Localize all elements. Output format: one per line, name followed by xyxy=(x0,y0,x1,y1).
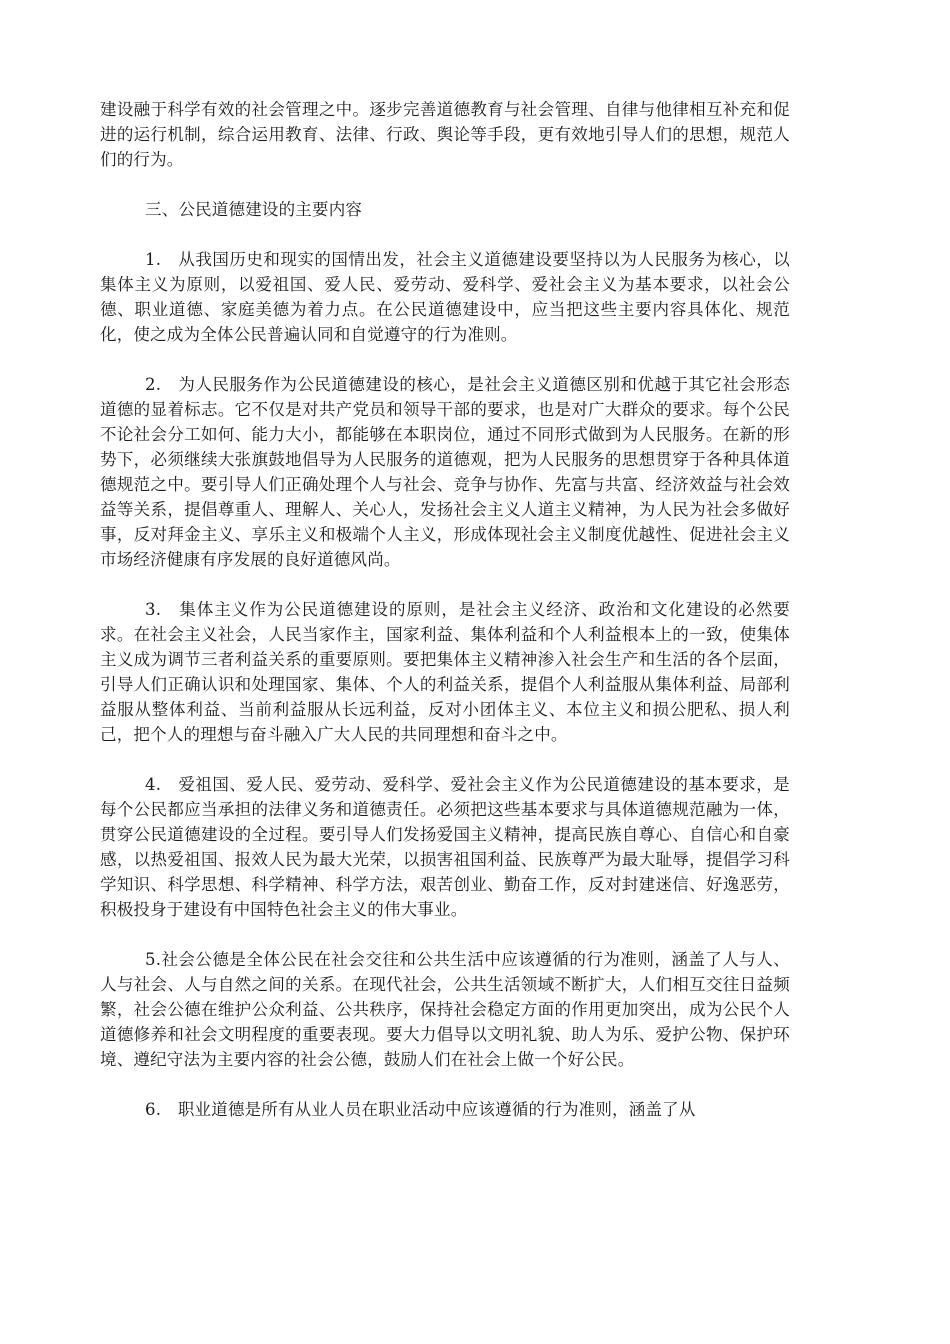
paragraph-item-6: 6. 职业道德是所有从业人员在职业活动中应该遵循的行为准则，涵盖了从 xyxy=(145,1100,696,1119)
paragraph-item-4: 4. 爱祖国、爱人民、爱劳动、爱科学、爱社会主义作为公民道德建设的基本要求，是每个公民都应当承担的法律义务和道德责任。必须把这些基本要求与具体道德规范融为一体，贯穿公民道德建设的全过程。要引导人们发扬爱国主义精神，提高民族自尊心、自信心和自豪感，以热爱祖国、报效人民为最大光荣，以损害祖国利益、民族尊严为最大耻辱，提倡学习科学知识、科学思想、科学精神、科学方法，艰苦创业、勤奋工作，反对封建迷信、好逸恶劳，积极投身于建设有中国特色社会主义的伟大事业。 xyxy=(100,775,790,919)
document-body xyxy=(100,97,790,1147)
paragraph-continuation: 建设融于科学有效的社会管理之中。逐步完善道德教育与社会管理、自律与他律相互补充和促进的运行机制，综合运用教育、法律、行政、舆论等手段，更有效地引导人们的思想，规范人们的行为。 xyxy=(100,100,790,169)
paragraph-item-1: 1. 从我国历史和现实的国情出发，社会主义道德建设要坚持以为人民服务为核心，以集体主义为原则，以爱祖国、爱人民、爱劳动、爱科学、爱社会主义为基本要求，以社会公德、职业道德、家庭美德为着力点。在公民道德建设中，应当把这些主要内容具体化、规范化，使之成为全体公民普遍认同和自觉遵守的行为准则。 xyxy=(100,250,790,344)
paragraph-item-2: 2. 为人民服务作为公民道德建设的核心，是社会主义道德区别和优越于其它社会形态道德的显着标志。它不仅是对共产党员和领导干部的要求，也是对广大群众的要求。每个公民不论社会分工如何、能力大小，都能够在本职岗位，通过不同形式做到为人民服务。在新的形势下，必须继续大张旗鼓地倡导为人民服务的道德观，把为人民服务的思想贯穿于各种具体道德规范之中。要引导人们正确处理个人与社会、竞争与协作、先富与共富、经济效益与社会效益等关系，提倡尊重人、理解人、关心人，发扬社会主义人道主义精神，为人民为社会多做好事，反对拜金主义、享乐主义和极端个人主义，形成体现社会主义制度优越性、促进社会主义市场经济健康有序发展的良好道德风尚。 xyxy=(100,375,790,569)
paragraph-item-3: 3. 集体主义作为公民道德建设的原则，是社会主义经济、政治和文化建设的必然要求。在社会主义社会，人民当家作主，国家利益、集体利益和个人利益根本上的一致，使集体主义成为调节三者利益关系的重要原则。要把集体主义精神渗入社会生产和生活的各个层面，引导人们正确认识和处理国家、集体、个人的利益关系，提倡个人利益服从集体利益、局部利益服从整体利益、当前利益服从长远利益，反对小团体主义、本位主义和损公肥私、损人利己，把个人的理想与奋斗融入广大人民的共同理想和奋斗之中。 xyxy=(100,600,790,744)
paragraph-item-5: 5.社会公德是全体公民在社会交往和公共生活中应该遵循的行为准则，涵盖了人与人、人与社会、人与自然之间的关系。在现代社会，公共生活领域不断扩大，人们相互交往日益频繁，社会公德在维护公众利益、公共秩序，保持社会稳定方面的作用更加突出，成为公民个人道德修养和社会文明程度的重要表现。要大力倡导以文明礼貌、助人为乐、爱护公物、保护环境、遵纪守法为主要内容的社会公德，鼓励人们在社会上做一个好公民。 xyxy=(100,950,790,1069)
section-heading: 三、公民道德建设的主要内容 xyxy=(145,200,363,219)
